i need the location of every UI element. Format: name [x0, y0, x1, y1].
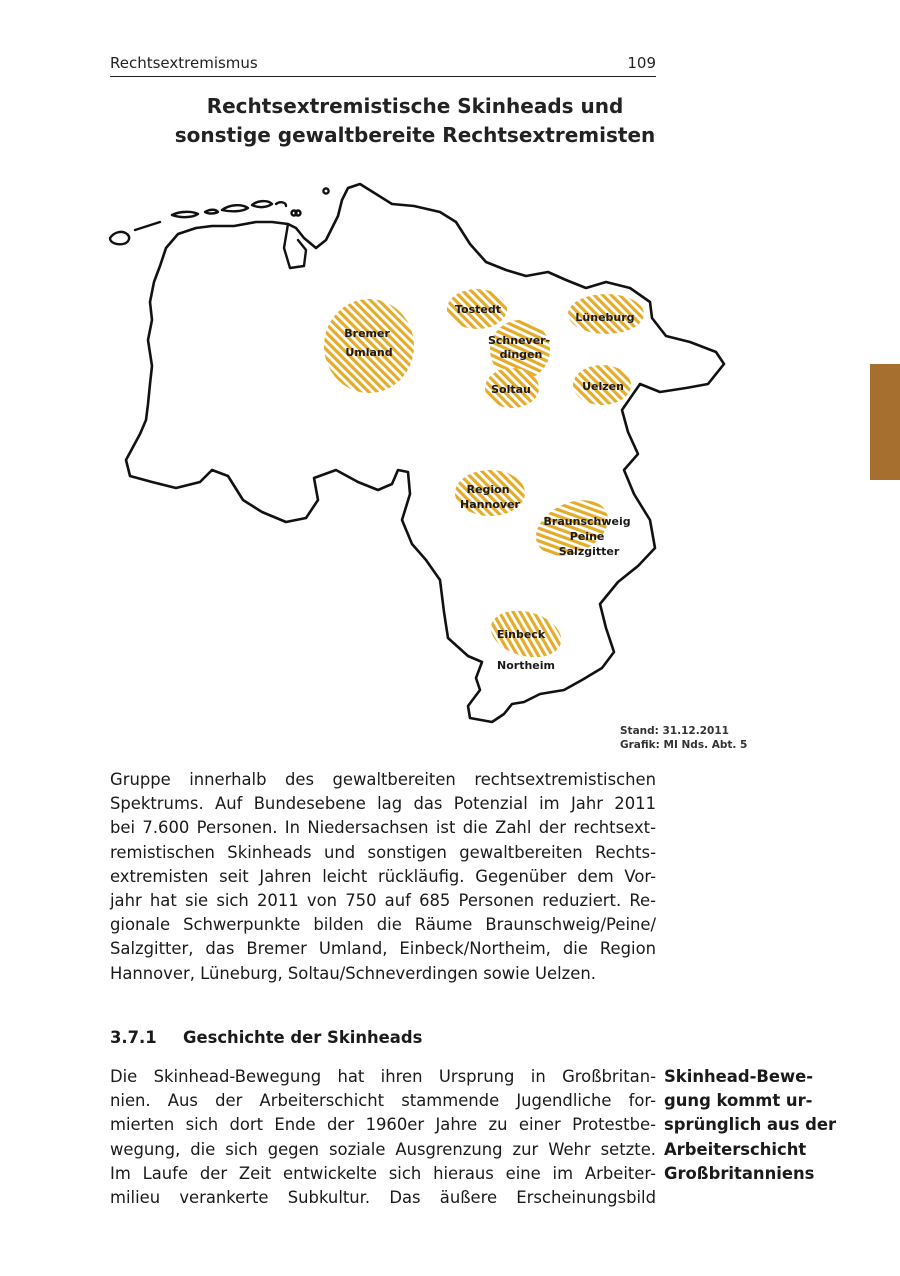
map-title-line-2: sonstige gewaltbereite Rechtsextremisten [174, 123, 656, 147]
paragraph-1-line: remistischen Skinheads und sonstigen gewaltbereiten Rechts- [110, 842, 656, 862]
body-paragraph-1 [110, 768, 656, 986]
section-title: Geschichte der Skinheads [183, 1028, 423, 1047]
state-outline [126, 184, 724, 722]
margin-note-line: Skinhead-Bewe- [664, 1067, 814, 1086]
paragraph-2-line: Im Laufe der Zeit entwickelte sich hieraus eine im Arbeiter- [110, 1163, 656, 1183]
label-hannover: Hannover [460, 498, 520, 511]
running-head-section: Rechtsextremismus [110, 54, 258, 72]
island-spiekeroog [252, 201, 272, 207]
label-braunschweig: Braunschweig [543, 515, 631, 528]
label-bremer: Bremer [344, 327, 390, 340]
paragraph-1-line: Spektrums. Auf Bundesebene lag das Potenzial im Jahr 2011 [110, 794, 656, 814]
map-title-line-1: Rechtsextremistische Skinheads und [206, 94, 624, 118]
page-number: 109 [627, 54, 656, 72]
paragraph-1-line: extremisten seit Jahren leicht rückläufig. Gegenüber dem Vor- [110, 866, 656, 886]
margin-note-line: sprünglich aus der [664, 1115, 837, 1135]
paragraph-1-line: Gruppe innerhalb des gewaltbereiten rechtsextremistischen [110, 770, 656, 789]
section-number: 3.7.1 [110, 1028, 157, 1047]
label-peine: Peine [569, 530, 605, 543]
island-norderney [172, 212, 198, 217]
label-schnever: Schnever- [487, 334, 551, 347]
label-lueneburg: Lüneburg [575, 311, 635, 324]
margin-note-line: Großbritanniens [664, 1163, 815, 1183]
map-credit-grafik: Grafik: MI Nds. Abt. 5 [620, 739, 748, 751]
label-northeim: Northeim [497, 659, 555, 672]
label-dingen: dingen [499, 348, 543, 361]
island-helgoland [323, 188, 328, 193]
section-heading [110, 1028, 422, 1047]
niedersachsen-map [0, 150, 900, 765]
island-langeoog [222, 205, 248, 211]
label-einbeck: Einbeck [496, 628, 546, 641]
margin-note [664, 1065, 864, 1186]
paragraph-1-line: jahr hat sie sich 2011 von 750 auf 685 Personen reduziert. Re- [110, 891, 656, 911]
island-wangerooge [276, 202, 286, 206]
label-tostedt: Tostedt [455, 303, 501, 316]
island-baltrum [205, 210, 218, 214]
label-salzgitter: Salzgitter [558, 545, 620, 558]
label-region: Region [466, 483, 510, 496]
island-juist [135, 222, 160, 230]
label-umland: Umland [345, 346, 393, 359]
label-uelzen: Uelzen [582, 380, 624, 393]
jade-bay-inlet [284, 224, 306, 268]
margin-note-line: gung kommt ur- [664, 1091, 813, 1111]
paragraph-2-line: milieu verankerte Subkultur. Das äußere Erscheinungsbild [110, 1188, 656, 1208]
island-minor-2 [296, 211, 301, 216]
paragraph-1-line: Salzgitter, das Bremer Umland, Einbeck/Northeim, die Region [110, 939, 656, 959]
map-credit-stand: Stand: 31.12.2011 [620, 725, 729, 737]
region-labels [344, 303, 634, 672]
island-borkum [110, 232, 129, 244]
header-rule [110, 76, 656, 77]
paragraph-2-line: Die Skinhead-Bewegung hat ihren Ursprung in Großbritan- [110, 1067, 656, 1086]
body-paragraph-2 [110, 1065, 656, 1210]
paragraph-1-line: Hannover, Lüneburg, Soltau/Schneverdingen sowie Uelzen. [110, 963, 596, 983]
east-frisian-islands [110, 188, 329, 244]
margin-note-line: Arbeiterschicht [664, 1139, 807, 1159]
paragraph-1-line: bei 7.600 Personen. In Niedersachsen ist die Zahl der rechtsext- [110, 818, 656, 838]
paragraph-2-line: nien. Aus der Arbeiterschicht stammende Jugendliche for- [110, 1091, 656, 1111]
paragraph-2-line: mierten sich dort Ende der 1960er Jahre zu einer Protestbe- [110, 1115, 656, 1135]
paragraph-1-line: gionale Schwerpunkte bilden die Räume Braunschweig/Peine/ [110, 915, 656, 935]
map-title [150, 92, 680, 150]
label-soltau: Soltau [491, 383, 531, 396]
paragraph-2-line: wegung, die sich gegen soziale Ausgrenzung zur Wehr setzte. [110, 1139, 656, 1159]
